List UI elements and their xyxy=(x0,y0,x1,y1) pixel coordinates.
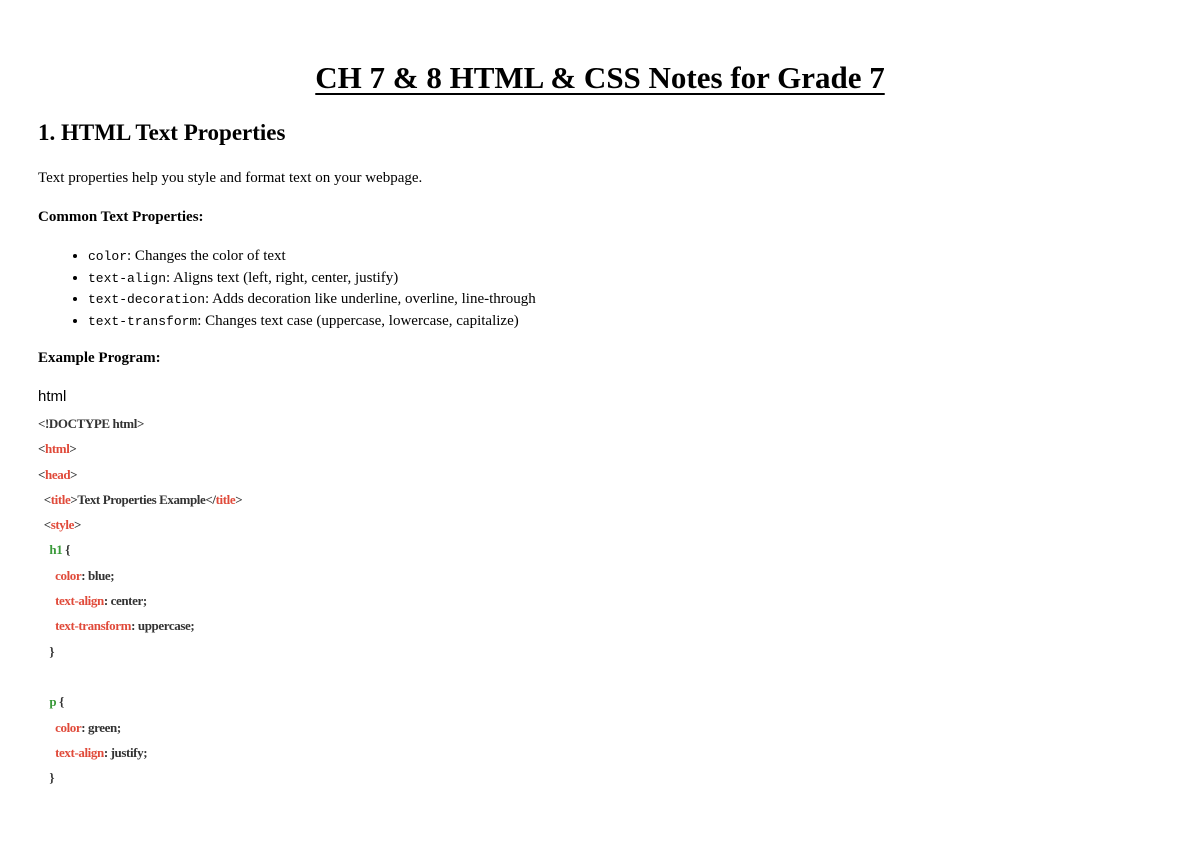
code-token: color xyxy=(55,719,82,735)
code-token: < xyxy=(38,441,46,457)
code-token: text-transform xyxy=(55,618,132,634)
code-token: < xyxy=(38,491,51,507)
code-token: text-align xyxy=(55,593,104,609)
code-line xyxy=(38,515,242,540)
code-token xyxy=(38,568,55,583)
properties-list xyxy=(38,246,536,332)
code-token xyxy=(38,618,55,633)
code-line xyxy=(38,540,242,565)
code-token: : center; xyxy=(103,593,147,609)
list-item xyxy=(88,246,536,268)
code-line xyxy=(38,439,242,464)
code-token: > xyxy=(235,491,243,507)
example-program-heading: Example Program: xyxy=(38,350,161,366)
property-code: color xyxy=(88,249,128,264)
code-line xyxy=(38,718,242,743)
code-block xyxy=(38,414,242,793)
code-token: : justify; xyxy=(103,744,148,760)
list-item xyxy=(88,289,536,311)
code-token: } xyxy=(38,643,55,659)
code-token: : green; xyxy=(81,719,121,735)
code-token: { xyxy=(62,542,70,558)
code-token: < xyxy=(38,466,46,482)
code-token: <!DOCTYPE html> xyxy=(38,416,144,431)
code-token: style xyxy=(50,517,74,533)
code-line xyxy=(38,591,242,616)
list-item xyxy=(88,311,536,333)
code-token: p xyxy=(49,694,57,710)
code-token xyxy=(38,745,55,760)
property-code: text-transform xyxy=(88,313,198,329)
property-code: text-align xyxy=(88,270,167,286)
code-line xyxy=(38,490,242,515)
code-line xyxy=(38,768,242,793)
code-token: < xyxy=(38,517,51,533)
list-item xyxy=(88,268,536,290)
intro-paragraph: Text properties help you style and format text on your webpage. xyxy=(38,170,423,186)
code-token: head xyxy=(45,466,71,482)
code-line xyxy=(38,616,242,641)
code-line xyxy=(38,566,242,591)
property-code: text-decoration xyxy=(88,292,206,307)
code-token: h1 xyxy=(49,542,63,558)
code-line xyxy=(38,414,242,439)
property-description: : Changes text case (uppercase, lowercase, capitalize) xyxy=(197,312,519,329)
code-token: title xyxy=(50,491,71,507)
code-line xyxy=(38,642,242,667)
code-language-label: html xyxy=(38,388,67,405)
code-line xyxy=(38,743,242,768)
common-properties-heading: Common Text Properties: xyxy=(38,209,204,225)
code-token: title xyxy=(215,491,236,507)
code-token: > xyxy=(70,466,78,482)
section-heading: 1. HTML Text Properties xyxy=(38,120,286,145)
code-token: : uppercase; xyxy=(131,618,195,634)
code-token: html xyxy=(45,441,70,457)
code-token xyxy=(38,694,49,709)
code-token xyxy=(38,593,55,608)
code-line xyxy=(38,692,242,717)
code-token: > xyxy=(74,517,82,533)
code-token: text-align xyxy=(55,744,104,760)
code-line xyxy=(38,465,242,490)
code-token: { xyxy=(56,694,64,710)
document-title: CH 7 & 8 HTML & CSS Notes for Grade 7 xyxy=(315,60,885,95)
code-token xyxy=(38,542,49,557)
code-token: > xyxy=(69,441,77,457)
code-token: color xyxy=(55,567,82,583)
code-token: : blue; xyxy=(81,567,115,583)
property-description: : Aligns text (left, right, center, justify) xyxy=(166,269,399,286)
code-token xyxy=(38,720,55,735)
code-token: >Text Properties Example</ xyxy=(70,491,216,507)
code-token: } xyxy=(38,770,55,786)
property-description: : Changes the color of text xyxy=(127,248,286,264)
code-line xyxy=(38,667,242,692)
property-description: : Adds decoration like underline, overline, line-through xyxy=(205,291,536,307)
